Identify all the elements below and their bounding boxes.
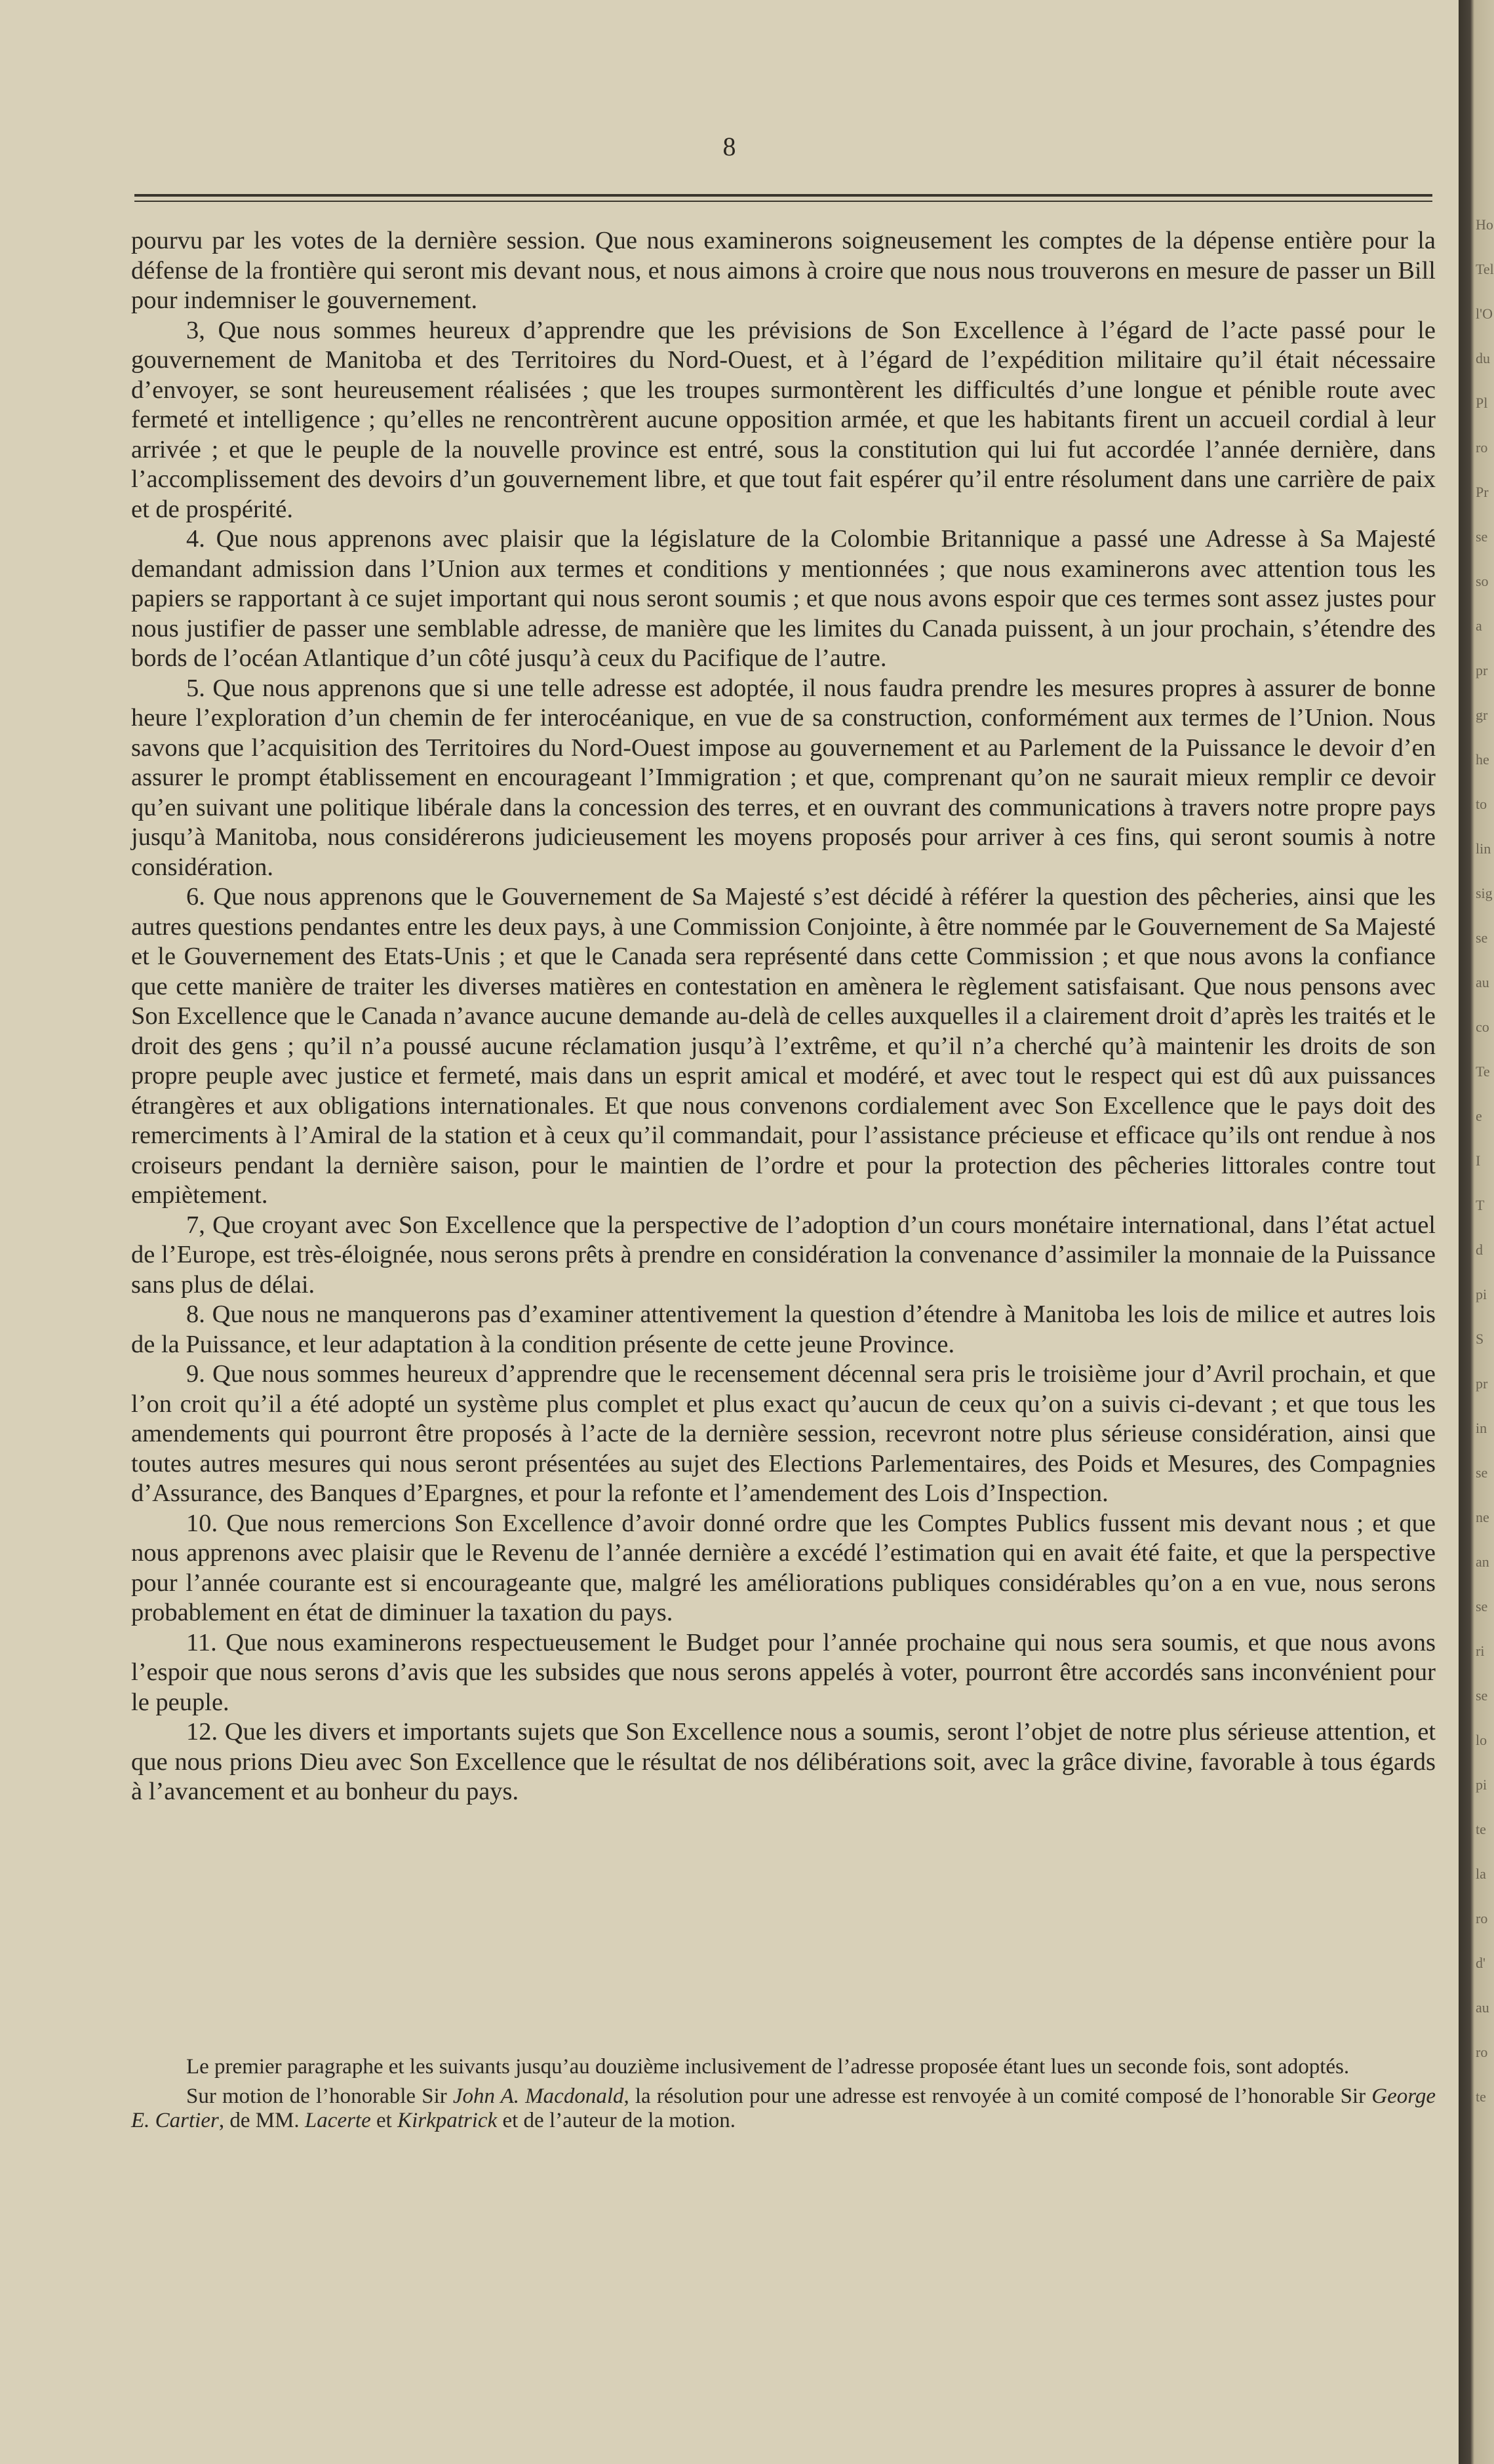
paragraph-5: 5. Que nous apprenons que si une telle adresse est adoptée, il nous faudra prendre les mesures propres à assurer de bonne heure l’exploration d’un chemin de fer interocéanique, en vue de sa construction, conformément aux termes de l’Union. Nous savons que l’acquisition des Territoires du Nord-Ouest impose au gouvernement et au Parlement de la Puissance le devoir d’en assurer le prompt établissement en encourageant l’Immigration ; et que, comprenant qu’on ne saurait mieux remplir ce devoir qu’en suivant une politique libérale dans la concession des terres, et en ouvrant des communications à travers notre propre pays jusqu’à Manitoba, nous considérerons judicieusement les moyens proposés pour arriver à ces fins, qui seront soumis à notre considération.: [131, 674, 1436, 881]
page-number: 8: [722, 132, 736, 161]
adjacent-page-fragment: gr: [1476, 707, 1488, 723]
adjacent-page-fragment: se: [1476, 1598, 1488, 1614]
member-name: George E. Cartier: [131, 2084, 1436, 2132]
adjacent-page-fragment: te: [1476, 1821, 1486, 1837]
paragraph-10: 10. Que nous remercions Son Excellence d’avoir donné ordre que les Comptes Publics fussent mis devant nous ; et que nous apprenons avec plaisir que le Revenu de l’année dernière a excédé l’estimation qui en avait été faite, et que la perspective pour l’année courante est si encourageante que, malgré les améliorations publiques considérables qu’on a en vue, nous serons probablement en état de diminuer la taxation du pays.: [131, 1509, 1436, 1626]
adjacent-page-fragment: lo: [1476, 1732, 1487, 1748]
adjacent-page-fragment: pr: [1476, 662, 1488, 678]
adjacent-page-fragment: Pr: [1476, 484, 1489, 500]
adjacent-page-fragment: he: [1476, 751, 1489, 768]
motion-text: et de l’auteur de la motion.: [497, 2109, 736, 2132]
adoption-note: Le premier paragraphe et les suivants jusqu’au douzième inclusivement de l’adresse proposée étant lues un seconde fois, sont adoptés.: [186, 2055, 1350, 2079]
adjacent-page-fragment: e: [1476, 1108, 1482, 1124]
adjacent-page-fragment: pi: [1476, 1776, 1487, 1793]
paragraph-9: 9. Que nous sommes heureux d’apprendre que le recensement décennal sera pris le troisième jour d’Avril prochain, et que l’on croit qu’il a été adopté un système plus complet et plus exact qu’aucun de ceux qu’on a suivis ci-devant ; et que tous les amendements qui pourront être proposés à l’acte de la dernière session, recevront notre plus sérieuse considération, ainsi que toutes autres mesures qui nous seront présentées au sujet des Elections Parlementaires, des Poids et Mesures, des Compagnies d’Assurance, des Banques d’Epargnes, et pour la refonte et l’amendement des Lois d’Inspection.: [131, 1360, 1436, 1507]
adjacent-page-fragment: ro: [1476, 2044, 1488, 2060]
adjacent-page-fragment: ro: [1476, 439, 1488, 456]
adjacent-page-fragment: I: [1476, 1152, 1481, 1169]
adjacent-page-fragment: se: [1476, 929, 1488, 946]
adjacent-page-fragment: ne: [1476, 1509, 1489, 1525]
motion-note: [131, 2084, 1436, 2133]
header-rule-thin: [134, 201, 1432, 202]
adjacent-page-fragment: in: [1476, 1420, 1487, 1436]
paragraph-3: 3, Que nous sommes heureux d’apprendre que les prévisions de Son Excellence à l’égard de l’acte passé pour le gouvernement de Manitoba et des Territoires du Nord-Ouest, et à l’égard de l’expédition militaire qu’il était nécessaire d’envoyer, se sont heureusement réalisées ; que les troupes surmontèrent les difficultés d’une longue et pénible route avec fermeté et intelligence ; qu’elles ne rencontrèrent aucune opposition armée, et que les habitants firent un accueil cordial à leur arrivée ; et que le peuple de la nouvelle province est entré, sous la constitution qui lui fut accordée l’année dernière, dans l’accomplissement des devoirs d’un gouvernement libre, et que tout fait espérer qu’il entre résolument dans une carrière de paix et de prospérité.: [131, 316, 1436, 523]
proceedings-notes: [131, 2055, 1436, 2138]
member-name: Kirkpatrick: [397, 2109, 498, 2132]
paragraph-8: 8. Que nous ne manquerons pas d’examiner attentivement la question d’étendre à Manitoba les lois de milice et autres lois de la Puissance, et leur adaptation à la condition présente de cette jeune Province.: [131, 1300, 1436, 1358]
adjacent-page-fragment: la: [1476, 1866, 1486, 1882]
adjacent-page-fragment: d': [1476, 1955, 1485, 1971]
adjacent-page-fragment: du: [1476, 350, 1490, 366]
adjacent-page-fragment: Pl: [1476, 395, 1488, 411]
adjacent-page-fragment: se: [1476, 1464, 1488, 1481]
paragraph-6: 6. Que nous apprenons que le Gouvernement de Sa Majesté s’est décidé à référer la question des pêcheries, ainsi que les autres questions pendantes entre les deux pays, à une Commission Conjointe, à être nommée par le Gouvernement de Sa Majesté et le Gouvernement des Etats-Unis ; et que le Canada sera représenté dans cette Commission ; et que nous avons la confiance que cette manière de traiter les diverses matières en contestation en amènera le règlement satisfaisant. Que nous pensons avec Son Excellence que le Canada n’avance aucune demande au-delà de celles auxquelles il a clairement droit d’après les traités et le droit des gens ; qu’il n’a poussé aucune réclamation jusqu’à l’extrême, et qu’il n’a cherché qu’à maintenir les droits de son propre peuple avec justice et fermeté, mais dans un esprit amical et modéré, et avec tout le respect qui est dû aux puissances étrangères et aux obligations internationales. Et que nous convenons cordialement avec Son Excellence que le pays doit des remerciments à l’Amiral de la station et à ceux qu’il commandait, pour l’assistance précieuse et efficace qu’ils ont rendue à nos croiseurs pendant la dernière saison, pour le maintien de l’ordre et pour la protection des pêcheries littorales contre tout empiètement.: [131, 883, 1436, 1209]
adjacent-page-fragment: pi: [1476, 1286, 1487, 1302]
adjacent-page-fragment: ri: [1476, 1643, 1485, 1659]
motion-text: et: [370, 2109, 398, 2132]
paragraph-12: 12. Que les divers et importants sujets que Son Excellence nous a soumis, seront l’objet de notre plus sérieuse attention, et que nous prions Dieu avec Son Excellence que le résultat de nos délibérations soit, avec la grâce divine, favorable à tous égards à l’avancement et au bonheur du pays.: [131, 1718, 1436, 1805]
adjacent-page-fragment: an: [1476, 1554, 1489, 1570]
paragraph-11: 11. Que nous examinerons respectueusement le Budget pour l’année prochaine qui nous sera soumis, et que nous avons l’espoir que nous serons d’avis que les subsides que nous serons appelés à voter, pourront être accordés sans inconvénient pour le peuple.: [131, 1628, 1436, 1716]
adjacent-page-fragment: pr: [1476, 1375, 1488, 1392]
adjacent-page-fragment: se: [1476, 528, 1488, 545]
adjacent-page-fragment: d: [1476, 1242, 1483, 1258]
adjacent-page-fragment: co: [1476, 1019, 1489, 1035]
adjacent-page-fragment: a: [1476, 617, 1482, 634]
adjacent-page-fragment: au: [1476, 974, 1489, 990]
paragraph-continued: pourvu par les votes de la dernière session. Que nous examinerons soigneusement les comptes de la dépense entière pour la défense de la frontière qui seront mis devant nous, et nous aimons à croire que nous nous trouverons en mesure de passer un Bill pour indemniser le gouvernement.: [131, 227, 1436, 314]
member-name: John A. Macdonald: [452, 2084, 624, 2108]
adjacent-page-fragment: se: [1476, 1687, 1488, 1704]
adjacent-page-fragment: so: [1476, 573, 1489, 589]
adjacent-page-fragment: te: [1476, 2088, 1486, 2105]
adjacent-page-fragment: Tel: [1476, 261, 1494, 277]
adjacent-page-fragment: sig: [1476, 885, 1493, 901]
adjacent-page-fragment: au: [1476, 1999, 1489, 2016]
adjacent-page-fragment: to: [1476, 796, 1487, 812]
motion-text: , de MM.: [218, 2109, 305, 2132]
paragraph-7: 7, Que croyant avec Son Excellence que la perspective de l’adoption d’un cours monétaire international, dans l’état actuel de l’Europe, est très-éloignée, nous serons prêts à prendre en considération la convenance d’assimiler la monnaie de la Puissance sans plus de délai.: [131, 1211, 1436, 1299]
motion-text: Sur motion de l’honorable Sir: [186, 2084, 453, 2108]
adjacent-page-fragment: T: [1476, 1197, 1485, 1213]
adjacent-page-fragment: ro: [1476, 1910, 1488, 1926]
adjacent-page-edge: [1459, 0, 1494, 2464]
address-body: [131, 226, 1436, 1807]
paragraph-4: 4. Que nous apprenons avec plaisir que la législature de la Colombie Britannique a passé une Adresse à Sa Majesté demandant admission dans l’Union aux termes et conditions y mentionnées ; que nous examinerons avec attention tous les papiers se rapportant à ce sujet important qui nous seront soumis ; et que nous avons espoir que ces termes sont assez justes pour nous justifier de passer une semblable adresse, de manière que les limites du Canada puissent, à un jour prochain, s’étendre des bords de l’océan Atlantique d’un côté jusqu’à ceux du Pacifique de l’autre.: [131, 525, 1436, 672]
adjacent-page-fragment: l'O: [1476, 305, 1493, 322]
adjacent-page-fragment: S: [1476, 1331, 1484, 1347]
motion-text: , la résolution pour une adresse est renvoyée à un comité composé de l’honorable Sir: [623, 2084, 1372, 2108]
adjacent-page-fragment: lin: [1476, 840, 1491, 857]
member-name: Lacerte: [304, 2109, 371, 2132]
adjacent-page-fragment: Ho: [1476, 216, 1493, 233]
adjacent-page-fragment: Te: [1476, 1063, 1490, 1080]
header-rule-thick: [134, 194, 1432, 197]
